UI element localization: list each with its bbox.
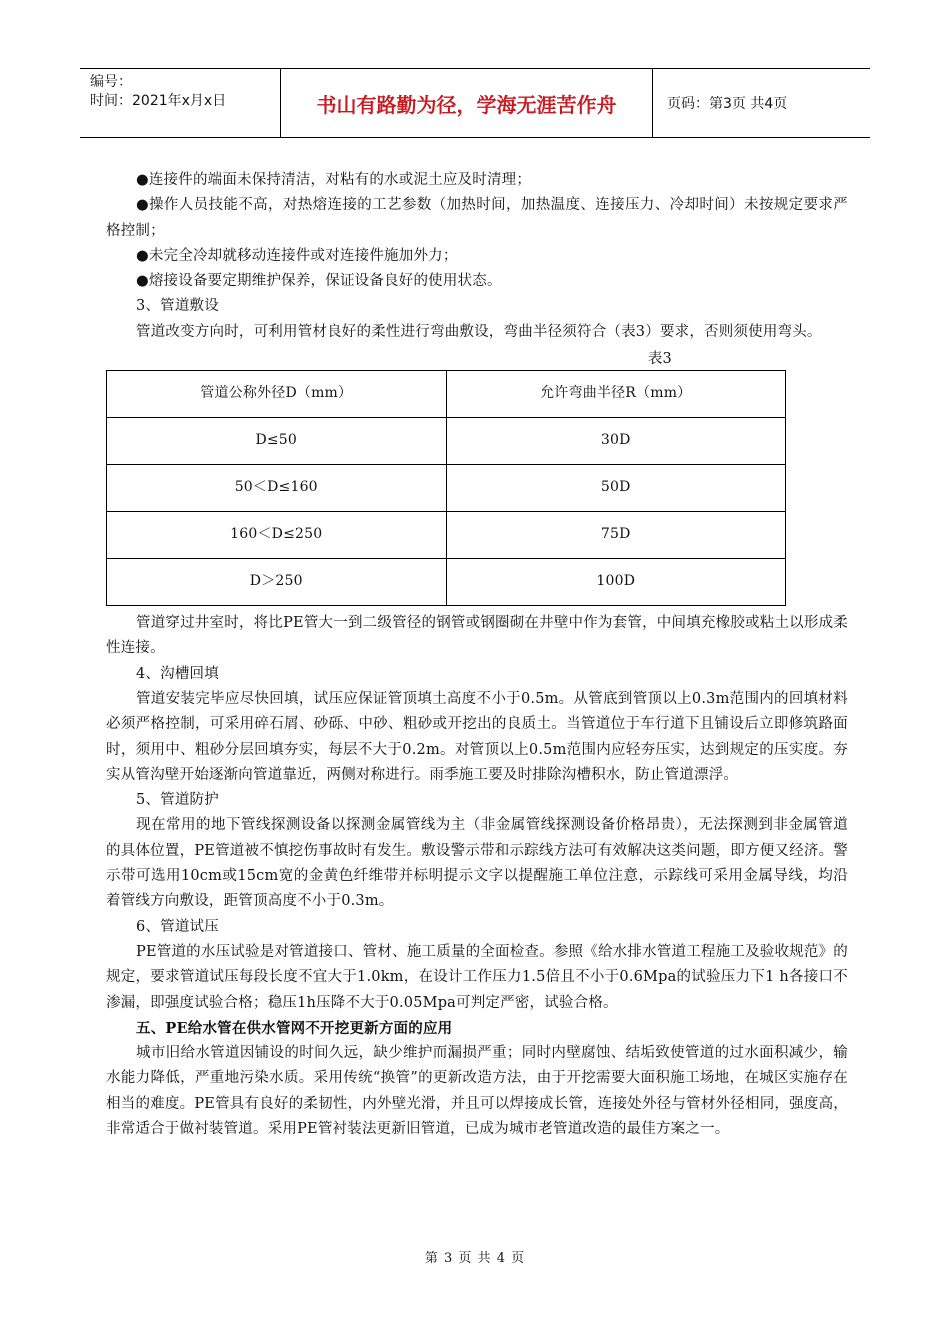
section-heading-4: 4、沟槽回填	[136, 665, 219, 682]
bullet-item: ●熔接设备要定期维护保养，保证设备良好的使用状态。	[136, 273, 502, 290]
paragraph: 管道安装完毕应尽快回填，试压应保证管顶填土高度不小于0.5m。从管底到管顶以上0.3m范围内的回填材料必须严格控制，可采用碎石屑、砂砾、中砂、粗砂或开挖出的良质土。当管道位于车行道下且铺设后立即修筑路面时，须用中、粗砂分层回填夯实，每层不大于0.2m。对管顶以上0.5m范围内应轻夯压实，达到规定的压实度。夯实从管沟壁开始逐渐向管道靠近，两侧对称进行。雨季施工要及时排除沟槽积水，防止管道漂浮。	[106, 690, 848, 783]
date-label: 时间：2021年x月x日	[90, 93, 227, 109]
table-caption: 表3	[647, 351, 672, 368]
table-cell: 160＜D≤250	[107, 512, 447, 559]
table-row	[107, 512, 786, 559]
table-cell: 50＜D≤160	[107, 465, 447, 512]
bullet-item: ●操作人员技能不高，对热熔连接的工艺参数（加热时间，加热温度、连接压力、冷却时间）未按规定要求严格控制；	[106, 197, 848, 239]
table-cell: D＞250	[107, 559, 447, 606]
bullet-item: ●连接件的端面未保持清洁，对粘有的水或泥土应及时清理；	[136, 172, 532, 188]
bullet-item: ●未完全冷却就移动连接件或对连接件施加外力；	[136, 247, 458, 264]
table-cell: 30D	[446, 418, 786, 465]
paragraph: PE管道的水压试验是对管道接口、管材、施工质量的全面检查。参照《给水排水管道工程施工及验收规范》的规定，要求管道试压每段长度不宜大于1.0km，在设计工作压力1.5倍且不小于0.6Mpa的试验压力下1 h各接口不渗漏，即强度试验合格；稳压1h压降不大于0.05Mpa可判定严密，试验合格。	[106, 943, 848, 1011]
section-heading-6: 6、管道试压	[136, 918, 219, 935]
page-footer: 第 3 页 共 4 页	[424, 1251, 526, 1266]
number-label: 编号：	[90, 74, 132, 90]
document-body	[106, 168, 848, 1142]
section-heading-5: 5、管道防护	[136, 792, 219, 809]
table-header-cell: 允许弯曲半径R（mm）	[446, 371, 786, 418]
table-row	[107, 465, 786, 512]
chapter-heading: 五、PE给水管在供水管网不开挖更新方面的应用	[136, 1019, 453, 1037]
table-header-cell: 管道公称外径D（mm）	[107, 371, 447, 418]
table-cell: 75D	[446, 512, 786, 559]
table-cell: 50D	[446, 465, 786, 512]
paragraph: 城市旧给水管道因铺设的时间久远，缺少维护而漏损严重；同时内壁腐蚀、结垢致使管道的过水面积减少，输水能力降低，严重地污染水质。采用传统“换管”的更新改造方法，由于开挖需要大面积施工场地，在城区实施存在相当的难度。PE管具有良好的柔韧性，内外壁光滑，并且可以焊接成长管，连接处外径与管材外径相同，强度高，非常适合于做衬装管道。采用PE管衬装法更新旧管道，已成为城市老管道改造的最佳方案之一。	[106, 1045, 848, 1138]
page-header	[80, 68, 870, 138]
bend-radius-table	[106, 370, 786, 606]
header-meta	[80, 69, 281, 137]
table-row	[107, 559, 786, 606]
table-row	[107, 418, 786, 465]
table-header-row	[107, 371, 786, 418]
header-page-info: 页码：第3页 共4页	[667, 96, 788, 112]
header-motto: 书山有路勤为径，学海无涯苦作舟	[281, 69, 653, 137]
table-cell: D≤50	[107, 418, 447, 465]
section-heading-3: 3、管道敷设	[136, 298, 219, 315]
table-cell: 100D	[446, 559, 786, 606]
paragraph: 现在常用的地下管线探测设备以探测金属管线为主（非金属管线探测设备价格昂贵），无法探测到非金属管道的具体位置，PE管道被不慎挖伤事故时有发生。敷设警示带和示踪线方法可有效解决这类问题，即方便又经济。警示带可选用10cm或15cm宽的金黄色纤维带并标明提示文字以提醒施工单位注意，示踪线可采用金属导线，均沿着管线方向敷设，距管顶高度不小于0.3m。	[106, 817, 848, 910]
paragraph: 管道改变方向时，可利用管材良好的柔性进行弯曲敷设，弯曲半径须符合（表3）要求，否则须使用弯头。	[136, 323, 822, 340]
paragraph: 管道穿过井室时，将比PE管大一到二级管径的钢管或钢圈砌在井壁中作为套管，中间填充橡胶或粘土以形成柔性连接。	[106, 615, 848, 657]
